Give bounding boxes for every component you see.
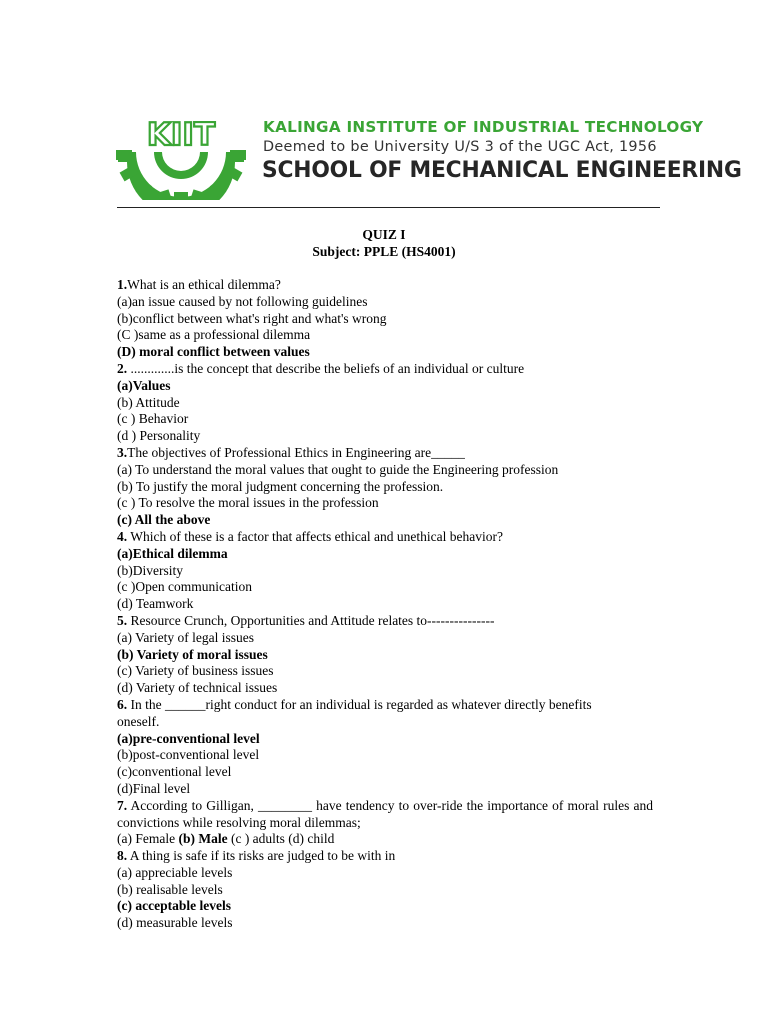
question-8 bbox=[117, 848, 653, 865]
correct-answer: (c) All the above bbox=[117, 512, 211, 528]
question-text: The objectives of Professional Ethics in Engineering are_____ bbox=[127, 444, 465, 460]
question-text: Resource Crunch, Opportunities and Attitude relates to--------------- bbox=[127, 612, 495, 628]
option: (b) Attitude bbox=[117, 394, 180, 410]
option: (c )Open communication bbox=[117, 579, 252, 595]
option: (c ) Behavior bbox=[117, 411, 189, 427]
kiit-logo-text: KIIT bbox=[146, 117, 216, 153]
quiz-title: QUIZ I bbox=[362, 227, 406, 242]
option: (d)Final level bbox=[117, 780, 191, 796]
option: (b) realisable levels bbox=[117, 881, 223, 897]
correct-answer: (b) Variety of moral issues bbox=[117, 646, 268, 662]
header-divider bbox=[117, 207, 660, 208]
option: (c ) adults (d) child bbox=[227, 831, 335, 847]
question-text: According to Gilligan, ________ have tendency to over-ride the importance of moral rules and convictions while resolving moral dilemmas; bbox=[117, 797, 653, 830]
correct-answer: (a)pre-conventional level bbox=[117, 730, 260, 746]
deemed-university-line: Deemed to be University U/S 3 of the UGC Act, 1956 bbox=[263, 139, 657, 155]
option: (c)conventional level bbox=[117, 764, 232, 780]
question-number: 4. bbox=[117, 528, 128, 544]
correct-answer: (D) moral conflict between values bbox=[117, 344, 310, 360]
school-name: SCHOOL OF MECHANICAL ENGINEERING bbox=[262, 158, 742, 183]
question-number: 3. bbox=[117, 444, 128, 460]
institute-name: KALINGA INSTITUTE OF INDUSTRIAL TECHNOLOGY bbox=[263, 118, 704, 136]
option: (a)an issue caused by not following guidelines bbox=[117, 293, 368, 309]
option: (b)conflict between what's right and what's wrong bbox=[117, 310, 387, 326]
question-6 bbox=[117, 697, 613, 731]
option: (d) measurable levels bbox=[117, 915, 233, 931]
correct-answer: (b) Male bbox=[178, 831, 228, 847]
option: (b)Diversity bbox=[117, 562, 183, 578]
option: (C )same as a professional dilemma bbox=[117, 327, 311, 343]
option: (a) Variety of legal issues bbox=[117, 629, 254, 645]
question-1 bbox=[117, 277, 653, 294]
question-text: What is an ethical dilemma? bbox=[127, 277, 281, 292]
option: (a) Female bbox=[117, 831, 179, 847]
question-2 bbox=[117, 361, 653, 378]
question-number: 6. bbox=[117, 696, 128, 712]
option: (b) To justify the moral judgment concerning the profession. bbox=[117, 478, 444, 494]
question-5 bbox=[117, 613, 653, 630]
question-text: Which of these is a factor that affects ethical and unethical behavior? bbox=[127, 528, 503, 544]
question-number: 8. bbox=[117, 848, 128, 864]
option: (d) Teamwork bbox=[117, 596, 194, 612]
question-number: 5. bbox=[117, 612, 128, 628]
question-text: A thing is safe if its risks are judged to be with in bbox=[127, 848, 396, 864]
question-text: .............is the concept that describe the beliefs of an individual or culture bbox=[127, 360, 525, 376]
question-7 bbox=[117, 798, 653, 832]
option: (d) Variety of technical issues bbox=[117, 680, 278, 696]
question-4 bbox=[117, 529, 653, 546]
question-text: In the ______right conduct for an individual is regarded as whatever directly benefits oneself. bbox=[117, 696, 592, 729]
option: (a) appreciable levels bbox=[117, 864, 233, 880]
correct-answer: (a)Ethical dilemma bbox=[117, 545, 228, 561]
kiit-logo bbox=[116, 112, 246, 200]
question-7-options bbox=[117, 831, 653, 848]
question-number: 7. bbox=[117, 797, 128, 813]
question-3 bbox=[117, 445, 653, 462]
option: (c ) To resolve the moral issues in the profession bbox=[117, 495, 379, 511]
option: (c) Variety of business issues bbox=[117, 663, 274, 679]
question-list bbox=[117, 277, 653, 932]
question-number: 1. bbox=[117, 277, 128, 292]
correct-answer: (c) acceptable levels bbox=[117, 898, 231, 914]
question-number: 2. bbox=[117, 360, 128, 376]
option: (d ) Personality bbox=[117, 428, 201, 444]
option: (b)post-conventional level bbox=[117, 747, 260, 763]
option: (a) To understand the moral values that ought to guide the Engineering profession bbox=[117, 461, 559, 477]
quiz-subject: Subject: PPLE (HS4001) bbox=[312, 244, 456, 259]
correct-answer: (a)Values bbox=[117, 377, 171, 393]
document-header bbox=[0, 0, 768, 210]
